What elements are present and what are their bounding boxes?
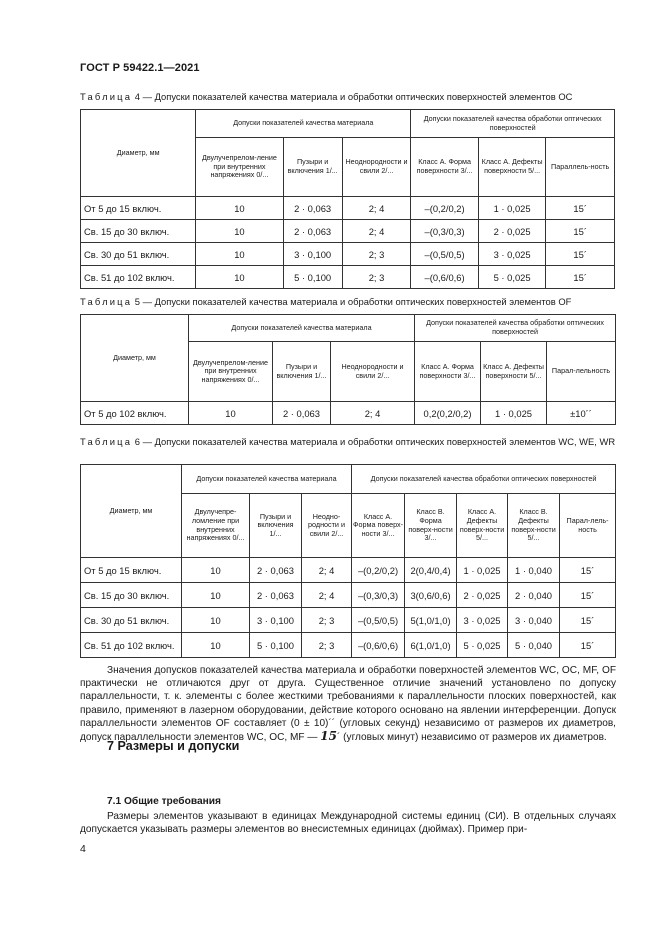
table-cell: 10 — [189, 402, 273, 425]
table5-header-surface: Допуски показателей качества обработки оптических поверхностей — [415, 315, 616, 342]
table4-col-header: Класс А. Форма поверхности 3/... — [411, 138, 479, 197]
table6 — [80, 464, 616, 658]
table-cell: 3 · 0,025 — [478, 243, 546, 266]
table-cell: 2; 4 — [302, 558, 352, 583]
table6-col-header: Класс А. Дефекты поверх-ности 5/... — [457, 494, 508, 558]
table-cell: 2 · 0,063 — [283, 220, 342, 243]
body-paragraph — [80, 810, 616, 836]
table6-col-header: Класс А. Форма поверх-ности 3/... — [352, 494, 405, 558]
table-cell: –(0,6/0,6) — [352, 633, 405, 658]
table-cell: ±10´´ — [547, 402, 616, 425]
table-cell: 10 — [182, 583, 250, 608]
table-cell: 2 · 0,025 — [478, 220, 546, 243]
table-cell: 3(0,6/0,6) — [405, 583, 457, 608]
table-cell: 5(1,0/1,0) — [405, 608, 457, 633]
table-cell: 2 · 0,063 — [273, 402, 331, 425]
table5-col-header: Неоднородности и свили 2/... — [331, 342, 415, 402]
table4-col-header: Пузыри и включения 1/... — [283, 138, 342, 197]
table-cell: 2; 4 — [302, 583, 352, 608]
table-cell: –(0,2/0,2) — [411, 197, 479, 220]
table-cell: 15´ — [560, 633, 616, 658]
table-cell: 5 · 0,100 — [283, 266, 342, 289]
table-cell: 2 · 0,040 — [508, 583, 560, 608]
table-cell: 15´ — [560, 558, 616, 583]
table-cell: 5 · 0,025 — [478, 266, 546, 289]
table5-col-header: Двулучепрелом-ление при внутренних напряжениях 0/... — [189, 342, 273, 402]
table6-header-material: Допуски показателей качества материала — [182, 465, 352, 494]
table5-col-header: Пузыри и включения 1/... — [273, 342, 331, 402]
table-cell: –(0,5/0,5) — [411, 243, 479, 266]
table5-caption — [80, 296, 620, 308]
table5-col-header: Парал-лельность — [547, 342, 616, 402]
body-paragraph: Значения допусков показателей качества материала и обработки поверхностей элементов WC, OC, MF, OF практически не отличаются друг от друга. Существенное отличие значений установлено по допуску параллельности, т. к. элементы с более жесткими требованиями к параллельности плоских поверхностей, как правило, применяют в лазерном оборудовании, действие которого основано на явлении интерференции. Допуск параллельности элементов OF составляет (0 ± 10)´´ (угловых секунд) независимо от размеров их диаметров, допуск параллельности элементов WC, OC, MF — 15´ (угловых минут) независимо от размеров их диаметров. — [80, 665, 616, 744]
table-cell: 5 · 0,040 — [508, 633, 560, 658]
table-cell: 10 — [182, 608, 250, 633]
table6-caption-label: Таблица — [80, 436, 133, 447]
table6-col-header: Неодно-родности и свили 2/... — [302, 494, 352, 558]
table-row — [81, 220, 615, 243]
table5-caption-label: Таблица — [80, 296, 133, 307]
paragraph-text: Значения допусков показателей качества материала и обработки поверхностей элементов WC, OC, MF, OF практически не отличаются друг от друга. Существенное отличие значений установлено по допуску параллельности, т. к. элементы с более жесткими требованиями к параллельности плоских поверхностей, как правило, применяют в лазерном оборудовании, действие которого основано на явлении интерференции. Допуск параллельности элементов OF составляет (0 ± 10)´´ (угловых секунд) независимо от размеров их диаметров, допуск параллельности элементов WC, OC, MF — — [80, 665, 616, 744]
table4-caption-label: Таблица — [80, 91, 133, 102]
table-cell: 2; 4 — [331, 402, 415, 425]
table-cell: 3 · 0,040 — [508, 608, 560, 633]
table-cell: 2(0,4/0,4) — [405, 558, 457, 583]
table6-caption — [80, 436, 620, 448]
table-cell: Св. 30 до 51 включ. — [81, 608, 182, 633]
table-cell: 3 · 0,025 — [457, 608, 508, 633]
table-cell: 2 · 0,063 — [250, 583, 302, 608]
table6-col-header: Парал-лель-ность — [560, 494, 616, 558]
table-row — [81, 633, 616, 658]
table6-caption-text: 6 — Допуски показателей качества материала и обработки оптических поверхностей элементов WC, WE, WR — [132, 436, 616, 447]
table4-col-header: Класс А. Дефекты поверхности 5/... — [478, 138, 546, 197]
table-cell: 2 · 0,063 — [283, 197, 342, 220]
table-cell: От 5 до 15 включ. — [81, 197, 196, 220]
table-row — [81, 402, 616, 425]
table-cell: 15´ — [546, 266, 615, 289]
paragraph-text: Размеры элементов указывают в единицах Международной системы единиц (СИ). В отдельных случаях допускается указывать размеры элементов во внесистемных единицах (дюймах). Пример при- — [80, 811, 616, 836]
table6-header-diameter: Диаметр, мм — [81, 465, 182, 558]
table6-header-surface: Допуски показателей качества обработки оптических поверхностей — [352, 465, 616, 494]
table-cell: 10 — [196, 243, 283, 266]
table-cell: 2 · 0,025 — [457, 583, 508, 608]
table5-col-header: Класс А. Дефекты поверхности 5/... — [481, 342, 547, 402]
table5-header-material: Допуски показателей качества материала — [189, 315, 415, 342]
table-cell: Св. 15 до 30 включ. — [81, 220, 196, 243]
table-cell: 1 · 0,025 — [481, 402, 547, 425]
table-cell: От 5 до 15 включ. — [81, 558, 182, 583]
table-cell: 2; 3 — [342, 266, 411, 289]
table-cell: От 5 до 102 включ. — [81, 402, 189, 425]
table-row — [81, 197, 615, 220]
table-cell: Св. 51 до 102 включ. — [81, 266, 196, 289]
table-cell: 3 · 0,100 — [283, 243, 342, 266]
inline-formula: 15 — [320, 729, 337, 744]
table4-header-material: Допуски показателей качества материала — [196, 110, 411, 138]
table-cell: 10 — [182, 558, 250, 583]
table6-col-header: Пузыри и включения 1/... — [250, 494, 302, 558]
table-cell: 15´ — [546, 243, 615, 266]
table4-header-surface: Допуски показателей качества обработки оптических поверхностей — [411, 110, 615, 138]
table-cell: –(0,5/0,5) — [352, 608, 405, 633]
table-row — [81, 266, 615, 289]
table6-col-header: Класс В. Форма поверх-ности 3/... — [405, 494, 457, 558]
table4-caption-text: 4 — Допуски показателей качества материала и обработки оптических поверхностей элементов ОС — [132, 91, 573, 102]
table-cell: 3 · 0,100 — [250, 608, 302, 633]
table4-caption — [80, 91, 620, 103]
table-row — [81, 243, 615, 266]
table-cell: 1 · 0,025 — [457, 558, 508, 583]
table-cell: –(0,3/0,3) — [352, 583, 405, 608]
table-cell: 10 — [182, 633, 250, 658]
page-number: 4 — [80, 843, 86, 855]
table5 — [80, 314, 616, 425]
table-cell: 1 · 0,025 — [478, 197, 546, 220]
section-heading: 7 Размеры и допуски — [107, 739, 240, 753]
standard-code: ГОСТ Р 59422.1—2021 — [80, 62, 200, 74]
table-cell: 10 — [196, 197, 283, 220]
table-cell: 5 · 0,100 — [250, 633, 302, 658]
table-row — [81, 608, 616, 633]
table-cell: 1 · 0,040 — [508, 558, 560, 583]
table-cell: 15´ — [560, 608, 616, 633]
table-cell: 15´ — [546, 220, 615, 243]
table4-col-header: Двулучепрелом-ление при внутренних напряжениях 0/... — [196, 138, 283, 197]
table5-col-header: Класс А. Форма поверхности 3/... — [415, 342, 481, 402]
table-cell: 10 — [196, 266, 283, 289]
table-cell: 2 · 0,063 — [250, 558, 302, 583]
subsection-heading: 7.1 Общие требования — [107, 796, 221, 807]
table4 — [80, 109, 615, 289]
table5-caption-text: 5 — Допуски показателей качества материала и обработки оптических поверхностей элементов OF — [132, 296, 572, 307]
table-cell: Св. 30 до 51 включ. — [81, 243, 196, 266]
table4-col-header: Неоднородности и свили 2/... — [342, 138, 411, 197]
table-cell: 5 · 0,025 — [457, 633, 508, 658]
table-cell: –(0,6/0,6) — [411, 266, 479, 289]
table-cell: 6(1,0/1,0) — [405, 633, 457, 658]
table-cell: 2; 4 — [342, 197, 411, 220]
table-cell: 0,2(0,2/0,2) — [415, 402, 481, 425]
table4-col-header: Параллель-ность — [546, 138, 615, 197]
table-cell: –(0,3/0,3) — [411, 220, 479, 243]
table-cell: 15´ — [560, 583, 616, 608]
table-cell: Св. 51 до 102 включ. — [81, 633, 182, 658]
table4-header-diameter: Диаметр, мм — [81, 110, 196, 197]
table-cell: 2; 3 — [302, 633, 352, 658]
table6-col-header: Класс В. Дефекты поверх-ности 5/... — [508, 494, 560, 558]
table-cell: 15´ — [546, 197, 615, 220]
table-row — [81, 558, 616, 583]
table-cell: 2; 4 — [342, 220, 411, 243]
table-row — [81, 583, 616, 608]
paragraph-text: (угловых минут) независимо от размеров их диаметров. — [343, 732, 607, 744]
table-cell: –(0,2/0,2) — [352, 558, 405, 583]
table5-header-diameter: Диаметр, мм — [81, 315, 189, 402]
table6-col-header: Двулучепре-ломление при внутренних напряжениях 0/... — [182, 494, 250, 558]
table-cell: 2; 3 — [342, 243, 411, 266]
table-cell: Св. 15 до 30 включ. — [81, 583, 182, 608]
table-cell: 10 — [196, 220, 283, 243]
table-cell: 2; 3 — [302, 608, 352, 633]
